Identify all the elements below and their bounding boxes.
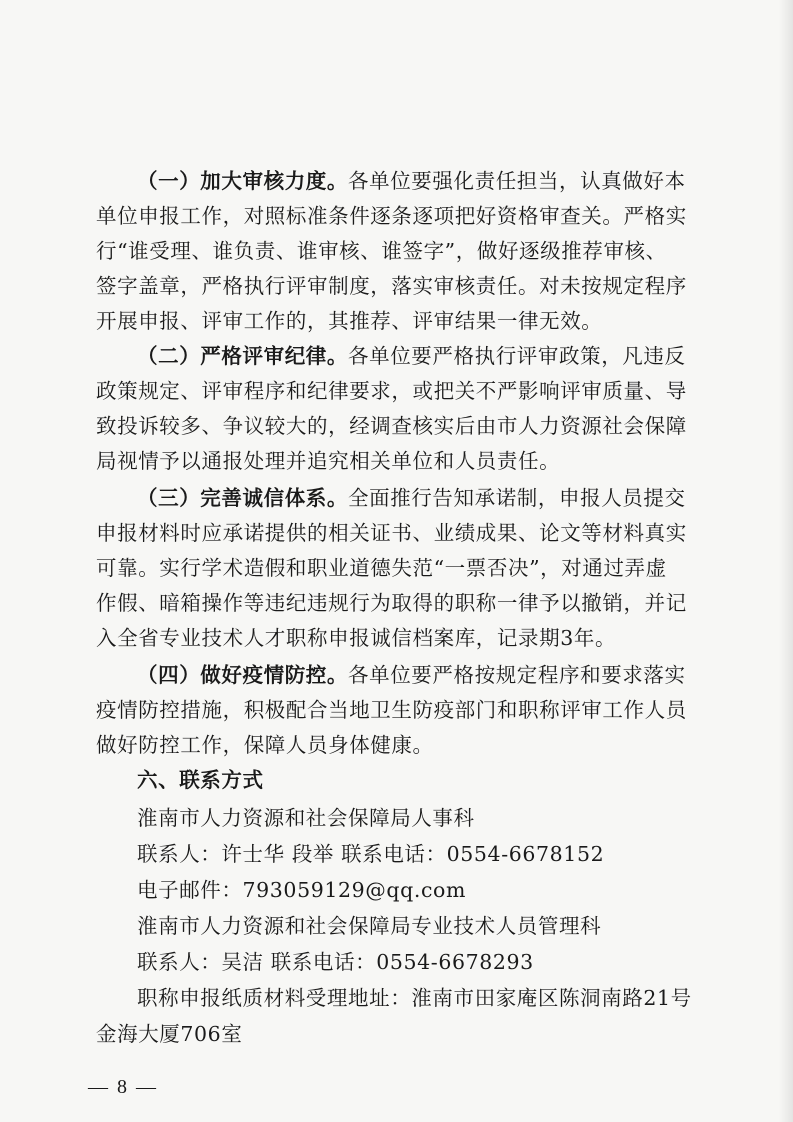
paragraph-1-line-1 (137, 167, 686, 195)
paragraph-3-line-5: 入全省专业技术人才职称申报诚信档案库，记录期3年。 (96, 626, 617, 650)
paragraph-1-heading: （一）加大审核力度。 (137, 169, 348, 193)
scan-edge-shadow (779, 0, 793, 1122)
paragraph-2-heading: （二）严格评审纪律。 (137, 344, 348, 368)
paragraph-2-text: 各单位要严格执行评审政策，凡违反 (348, 344, 686, 368)
paragraph-3-text: 全面推行告知承诺制，申报人员提交 (348, 486, 686, 510)
paragraph-1-line-5: 开展申报、评审工作的，其推荐、评审结果一律无效。 (96, 309, 603, 333)
paragraph-4-line-1 (137, 661, 686, 689)
contact-address-line-2: 金海大厦706室 (96, 1022, 243, 1046)
paragraph-4-line-3: 做好防控工作，保障人员身体健康。 (96, 733, 434, 757)
paragraph-3-line-4: 作假、暗箱操作等违纪违规行为取得的职称一律予以撤销，并记 (96, 591, 687, 615)
paragraph-1-line-3: 行“谁受理、谁负责、谁审核、谁签字”，做好逐级推荐审核、 (96, 239, 667, 263)
paragraph-1-line-2: 单位申报工作，对照标准条件逐条逐项把好资格审查关。严格实 (96, 204, 687, 228)
paragraph-1-text: 各单位要强化责任担当，认真做好本 (348, 169, 686, 193)
paragraph-2-line-4: 局视情予以通报处理并追究相关单位和人员责任。 (96, 449, 561, 473)
paragraph-3-heading: （三）完善诚信体系。 (137, 486, 348, 510)
paragraph-3-line-3: 可靠。实行学术造假和职业道德失范“一票否决”，对通过弄虚 (96, 556, 667, 580)
contact-person-2: 联系人：吴洁 联系电话：0554-6678293 (137, 950, 534, 974)
paragraph-4-heading: （四）做好疫情防控。 (137, 663, 348, 687)
contact-section-heading: 六、联系方式 (137, 768, 264, 792)
paragraph-3-line-1 (137, 484, 686, 512)
page-number: — 8 — (88, 1076, 158, 1098)
contact-org-1: 淮南市人力资源和社会保障局人事科 (137, 806, 475, 830)
paragraph-2-line-3: 致投诉较多、争议较大的，经调查核实后由市人力资源社会保障 (96, 414, 687, 438)
paragraph-4-line-2: 疫情防控措施，积极配合当地卫生防疫部门和职称评审工作人员 (96, 698, 687, 722)
contact-org-2: 淮南市人力资源和社会保障局专业技术人员管理科 (137, 914, 602, 938)
paragraph-4-text: 各单位要严格按规定程序和要求落实 (348, 663, 686, 687)
paragraph-2-line-1 (137, 342, 686, 370)
paragraph-2-line-2: 政策规定、评审程序和纪律要求，或把关不严影响评审质量、导 (96, 379, 687, 403)
contact-email: 电子邮件：793059129@qq.com (137, 878, 467, 902)
paragraph-3-line-2: 申报材料时应承诺提供的相关证书、业绩成果、论文等材料真实 (96, 521, 687, 545)
contact-person-1: 联系人：许士华 段举 联系电话：0554-6678152 (137, 842, 605, 866)
paragraph-1-line-4: 签字盖章，严格执行评审制度，落实审核责任。对未按规定程序 (96, 274, 687, 298)
contact-address-line-1: 职称申报纸质材料受理地址：淮南市田家庵区陈洞南路21号 (137, 986, 692, 1010)
